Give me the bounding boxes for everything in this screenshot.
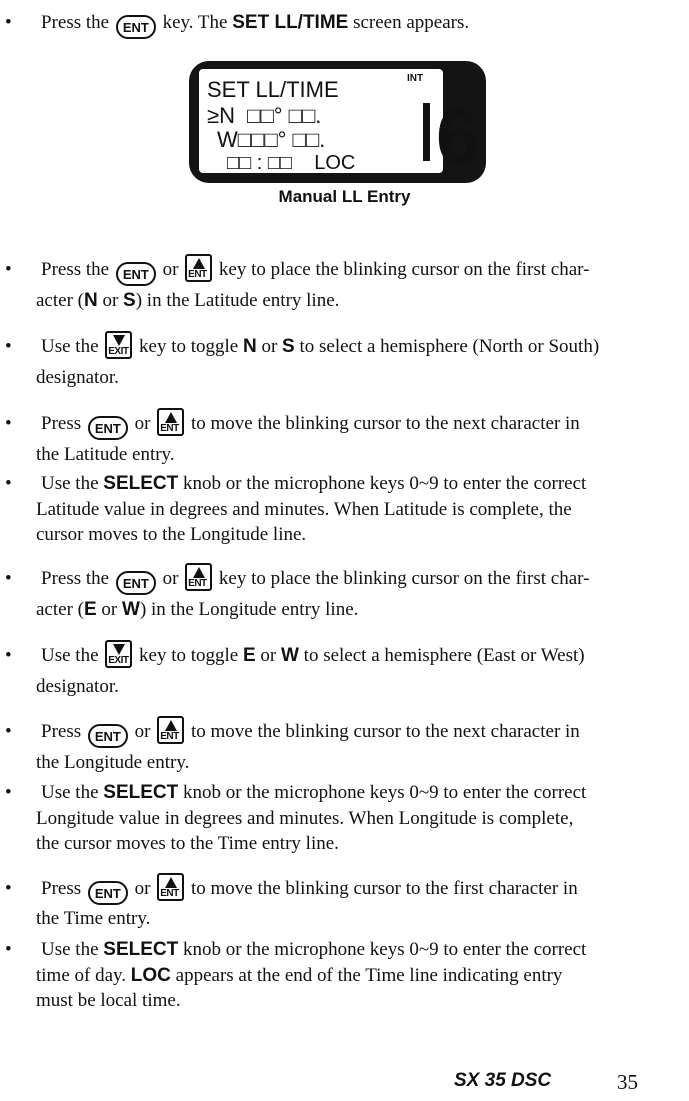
intro-step [0, 7, 689, 39]
hemisphere-w: W [280, 645, 299, 666]
hemisphere-s: S [282, 336, 295, 357]
step-text: to select a hemisphere (North or South) [294, 336, 600, 357]
step-text: or [162, 568, 179, 589]
step-text: Use the [41, 782, 104, 803]
bullet-dot: • [5, 12, 12, 33]
ent-key-icon: ENT [116, 571, 156, 595]
step-text: acter ( [36, 599, 84, 620]
step-text: or [97, 290, 124, 311]
lcd-title: SET LL/TIME [207, 77, 339, 102]
bullet-dot: • [5, 336, 12, 357]
bullet-dot: • [5, 473, 12, 494]
step-text: or [256, 336, 283, 357]
step-text: must be local time. [36, 990, 181, 1011]
hemisphere-n: N [83, 290, 98, 311]
step-1-cont [0, 285, 689, 316]
step-6 [0, 640, 689, 671]
bullet-dot: • [5, 721, 12, 742]
hemisphere-e: E [242, 645, 256, 666]
select-knob-label: SELECT [103, 782, 179, 803]
exit-down-arrow-key-icon: EXIT [105, 640, 132, 668]
step-2-cont [0, 362, 689, 393]
screen-name: SET LL/TIME [232, 12, 349, 33]
step-10-cont [0, 963, 689, 989]
step-text: or [134, 413, 151, 434]
step-text: Use the [41, 645, 99, 666]
step-1 [0, 254, 689, 286]
step-text: or [162, 259, 179, 280]
step-text: to move the blinking cursor to the next character in [190, 721, 580, 742]
hemisphere-n: N [242, 336, 257, 357]
step-7-cont [0, 747, 689, 778]
step-10 [0, 937, 689, 963]
bullet-dot: • [5, 878, 12, 899]
step-text: key to toggle [139, 645, 243, 666]
step-4 [0, 471, 689, 497]
step-text: ) in the Longitude entry line. [139, 599, 359, 620]
step-2 [0, 331, 689, 362]
ent-key-icon: ENT [116, 15, 156, 39]
step-4-cont2 [0, 522, 689, 548]
step-text: time of day. [36, 965, 131, 986]
ent-key-icon: ENT [88, 416, 128, 440]
ent-up-arrow-key-icon: ENT [157, 716, 184, 744]
step-text: ) in the Latitude entry line. [135, 290, 340, 311]
hemisphere-e: E [83, 599, 97, 620]
step-9-cont [0, 903, 689, 934]
step-text: the Longitude entry. [36, 752, 190, 773]
step-text: knob or the microphone keys 0~9 to enter the correct [178, 939, 587, 960]
bullet-dot: • [5, 782, 12, 803]
exit-down-arrow-key-icon: EXIT [105, 331, 132, 359]
step-text: Use the [41, 473, 104, 494]
lcd-time: □□ : □□ LOC [227, 152, 356, 174]
step-text: to move the blinking cursor to the next character in [190, 413, 580, 434]
step-text: key to place the blinking cursor on the first char- [218, 259, 590, 280]
hemisphere-w: W [122, 599, 140, 620]
step-8 [0, 780, 689, 806]
bullet-dot: • [5, 259, 12, 280]
step-text: acter ( [36, 290, 84, 311]
step-text: knob or the microphone keys 0~9 to enter the correct [178, 473, 587, 494]
ent-key-icon: ENT [116, 262, 156, 286]
step-text: key to toggle [139, 336, 243, 357]
step-4-cont [0, 497, 689, 523]
step-text: or [134, 878, 151, 899]
ent-up-arrow-key-icon: ENT [157, 873, 184, 901]
step-text: or [96, 599, 122, 620]
step-9 [0, 873, 689, 905]
loc-label: LOC [130, 965, 171, 986]
lcd-int-indicator: INT [407, 73, 424, 84]
lcd-latitude: ≥N □□° □□. [207, 103, 322, 128]
step-3 [0, 408, 689, 440]
select-knob-label: SELECT [103, 473, 179, 494]
bullet-dot: • [5, 413, 12, 434]
step-text: key. The [162, 12, 228, 33]
step-8-cont [0, 806, 689, 832]
step-text: Use the [41, 939, 104, 960]
footer-model-name: SX 35 DSC [454, 1070, 552, 1091]
step-text: knob or the microphone keys 0~9 to enter the correct [178, 782, 587, 803]
step-text: the Latitude entry. [36, 444, 175, 465]
lcd-display [189, 61, 486, 183]
step-text: Latitude value in degrees and minutes. When Latitude is complete, the [36, 499, 572, 520]
ent-key-icon: ENT [88, 724, 128, 748]
step-text: Press the [41, 568, 110, 589]
step-text: Press [41, 721, 82, 742]
step-text: Longitude value in degrees and minutes. When Longitude is complete, [36, 808, 574, 829]
step-10-cont2 [0, 988, 689, 1014]
step-5 [0, 563, 689, 595]
ent-up-arrow-key-icon: ENT [157, 408, 184, 436]
bullet-dot: • [5, 568, 12, 589]
step-text: Use the [41, 336, 99, 357]
ent-key-icon: ENT [88, 881, 128, 905]
step-text: designator. [36, 676, 119, 697]
step-text: Press [41, 413, 82, 434]
lcd-channel-digit-1 [423, 103, 430, 161]
step-text: or [134, 721, 151, 742]
step-7 [0, 716, 689, 748]
step-text: designator. [36, 367, 119, 388]
bullet-dot: • [5, 939, 12, 960]
ent-up-arrow-key-icon: ENT [185, 563, 212, 591]
step-text: Press the [41, 12, 110, 33]
lcd-screen [199, 69, 480, 180]
select-knob-label: SELECT [103, 939, 179, 960]
figure-caption: Manual LL Entry [278, 187, 411, 206]
step-text: the Time entry. [36, 908, 151, 929]
step-text: screen appears. [353, 12, 470, 33]
step-text: cursor moves to the Longitude line. [36, 524, 307, 545]
hemisphere-s: S [123, 290, 136, 311]
step-3-cont [0, 439, 689, 470]
step-text: to move the blinking cursor to the first character in [190, 878, 578, 899]
step-text: the cursor moves to the Time entry line. [36, 833, 339, 854]
step-text: or [255, 645, 281, 666]
step-text: Press [41, 878, 82, 899]
lcd-channel-digit-6: 6 [436, 92, 480, 180]
step-text: to select a hemisphere (East or West) [298, 645, 585, 666]
lcd-longitude: W□□□° □□. [217, 127, 326, 152]
step-6-cont [0, 671, 689, 702]
bullet-dot: • [5, 645, 12, 666]
step-5-cont [0, 594, 689, 625]
page-number: 35 [617, 1070, 638, 1094]
ent-up-arrow-key-icon: ENT [185, 254, 212, 282]
step-text: Press the [41, 259, 110, 280]
step-text: key to place the blinking cursor on the first char- [218, 568, 590, 589]
step-text: appears at the end of the Time line indicating entry [170, 965, 563, 986]
step-8-cont2 [0, 831, 689, 857]
